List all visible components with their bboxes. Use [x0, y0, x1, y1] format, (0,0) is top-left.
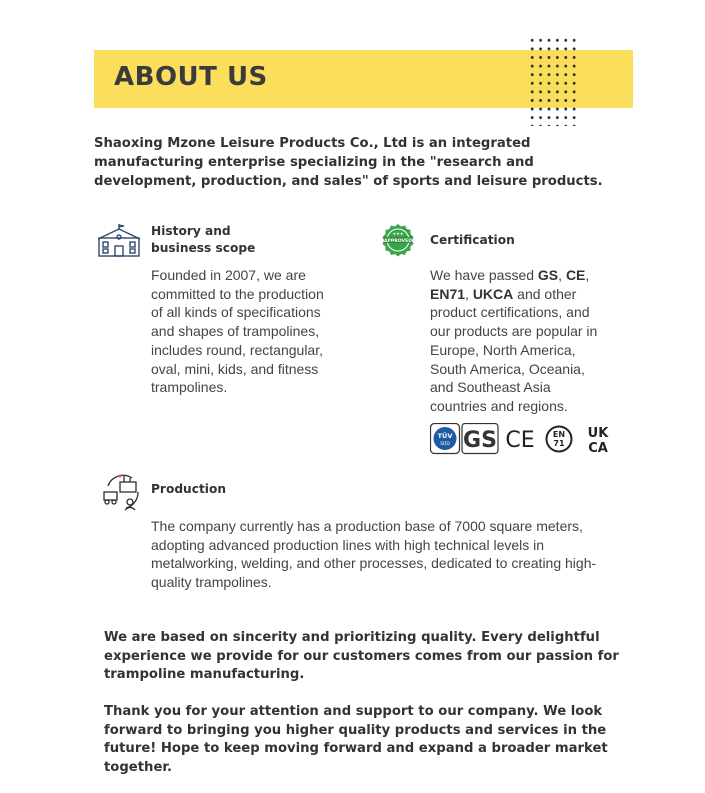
tuv-logo-icon [431, 424, 460, 454]
cert-sep: , [585, 267, 590, 283]
production-body: The company currently has a production base of 7000 square meters, adopting advanced production lines with high technical levels in metalworking, welding, and other processes, dedicated to creating high-quality trampolines. [151, 518, 597, 591]
history-title-line2: business scope [151, 241, 256, 255]
history-title-line1: History and [151, 224, 231, 238]
decorative-dot-grid [528, 36, 580, 126]
history-title [151, 223, 255, 257]
production-title: Production [151, 482, 226, 496]
certification-title: Certification [430, 233, 515, 247]
cert-en71: EN71 [430, 285, 466, 302]
page-title: ABOUT US [114, 62, 268, 92]
cert-ukca: UKCA [472, 285, 514, 302]
svg-text:EN: EN [552, 430, 566, 439]
factory-production-icon [102, 472, 142, 512]
svg-text:★★★: ★★★ [392, 231, 404, 236]
cert-sep: , [465, 285, 473, 302]
school-building-icon [97, 224, 141, 258]
en71-mark-icon [547, 427, 572, 452]
certification-logos [430, 423, 615, 455]
cert-ce: CE [565, 267, 586, 283]
closing-paragraph-2: Thank you for your attention and support to our company. We look forward to bringing you higher quality products and services in the future! Hope to keep moving forward and expand a broader market together. [104, 704, 608, 775]
cert-gs: GS [537, 267, 559, 283]
certification-body [430, 266, 610, 416]
ce-mark-icon [505, 428, 534, 453]
intro-paragraph: Shaoxing Mzone Leisure Products Co., Ltd is an integrated manufacturing enterprise specializing in the "research and development, production, and sales" of sports and leisure products. [94, 136, 603, 189]
svg-text:UK: UK [587, 426, 609, 441]
cert-sep: , [558, 267, 566, 283]
svg-text:71: 71 [553, 439, 565, 448]
svg-text:CA: CA [588, 441, 608, 455]
closing-paragraph-1: We are based on sincerity and prioritizing quality. Every delightful experience we provide for our customers comes from our passion for trampoline manufacturing. [104, 630, 619, 682]
svg-text:GS: GS [463, 428, 497, 453]
history-body: Founded in 2007, we are committed to the production of all kinds of specifications and shapes of trampolines, includes round, rectangular, oval, mini, kids, and fitness trampolines. [151, 267, 324, 396]
cert-body-prefix: We have passed [430, 267, 538, 283]
gs-mark-icon [462, 424, 498, 454]
approved-seal-icon [381, 223, 415, 257]
svg-text:TÜV: TÜV [437, 432, 453, 440]
cert-body-suffix: and other product certifications, and our products are popular in Europe, North America, South America, Oceania, and Southeast Asia countries and regions. [430, 285, 598, 414]
svg-text:APPROVED: APPROVED [383, 238, 413, 244]
svg-text:CE: CE [505, 428, 535, 453]
svg-text:SÜD: SÜD [440, 442, 450, 447]
ukca-mark-icon [588, 426, 610, 455]
